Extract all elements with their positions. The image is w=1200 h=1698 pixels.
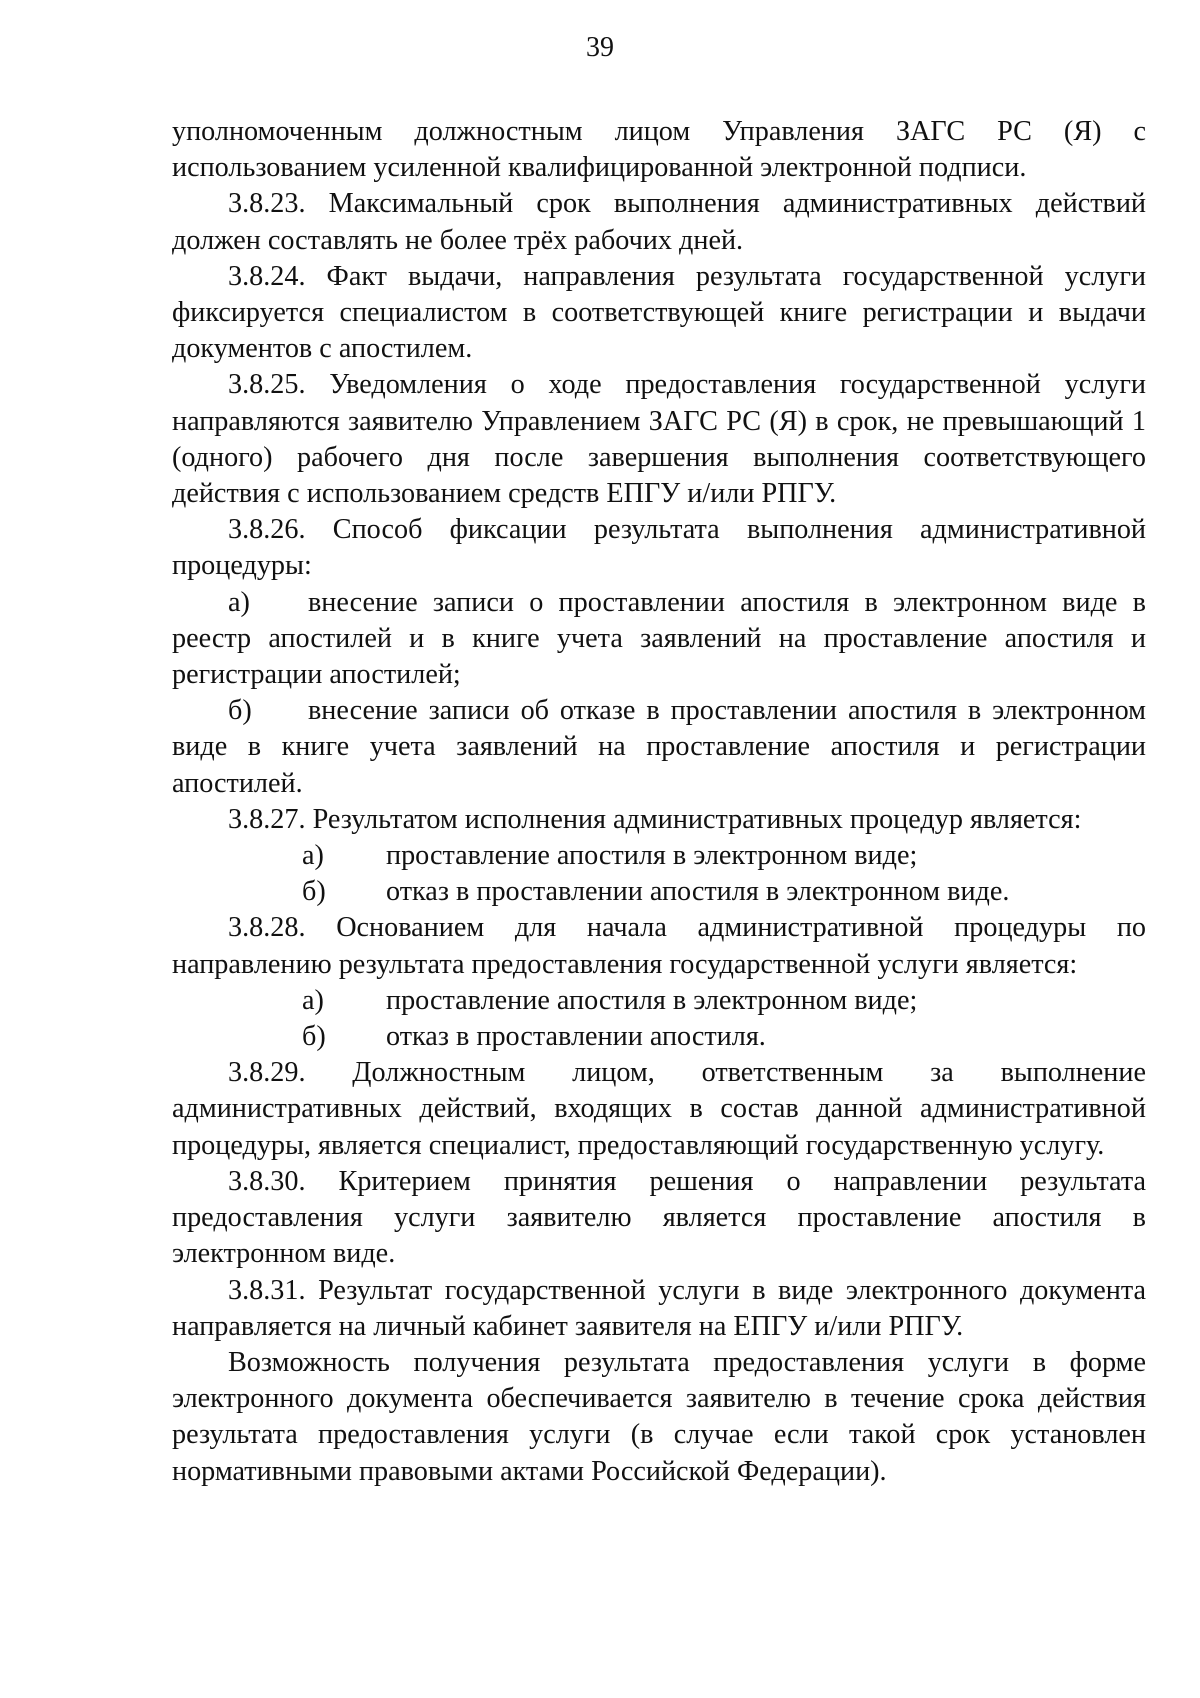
- clause-number: 3.8.25.: [228, 369, 306, 401]
- clause-text: Факт выдачи, направления результата государственной услуги фиксируется специалистом в соответствующей книге регистрации и выдачи документов с апостилем.: [172, 260, 1147, 365]
- sub-item-a: [172, 838, 1146, 874]
- clause-number: 3.8.28.: [228, 912, 306, 944]
- list-item-a: [172, 585, 1146, 694]
- clause-3-8-26: [172, 512, 1146, 584]
- paragraph-text: уполномоченным должностным лицом Управления ЗАГС РС (Я) с использованием усиленной квалифицированной электронной подписи.: [172, 116, 1146, 184]
- clause-text: Результат государственной услуги в виде электронного документа направляется на личный кабинет заявителя на ЕПГУ и/или РПГУ.: [172, 1274, 1147, 1342]
- clause-text: Должностным лицом, ответственным за выполнение административных действий, входящих в состав данной административной процедуры, является специалист, предоставляющий государственную услугу.: [172, 1057, 1146, 1161]
- clause-3-8-28: [172, 910, 1146, 982]
- clause-3-8-27: [172, 802, 1146, 838]
- list-marker: а): [302, 840, 324, 872]
- clause-number: 3.8.27.: [228, 803, 306, 835]
- clause-3-8-25: [172, 367, 1146, 512]
- clause-number: 3.8.29.: [228, 1057, 306, 1089]
- paragraph-continuation: [172, 114, 1146, 186]
- list-marker: а): [302, 984, 324, 1016]
- clause-text: Критерием принятия решения о направлении результата предоставления услуги заявителю является проставление апостиля в электронном виде.: [172, 1165, 1147, 1270]
- clause-3-8-29: [172, 1055, 1146, 1164]
- clause-number: 3.8.24.: [228, 260, 306, 292]
- sub-item-b: [172, 874, 1146, 910]
- sub-item-a: [172, 983, 1146, 1019]
- document-body: [172, 114, 1146, 1490]
- clause-text: Результатом исполнения административных процедур является:: [312, 803, 1082, 835]
- closing-paragraph: [172, 1345, 1146, 1490]
- list-marker: а): [228, 586, 250, 618]
- list-item-text: проставление апостиля в электронном виде;: [386, 984, 918, 1016]
- clause-number: 3.8.30.: [228, 1165, 306, 1197]
- list-item-text: проставление апостиля в электронном виде;: [386, 840, 918, 872]
- clause-text: Уведомления о ходе предоставления государственной услуги направляются заявителю Управлением ЗАГС РС (Я) в срок, не превышающий 1 (одного) рабочего дня после завершения выполнения соответствующего действия с использованием средств ЕПГУ и/или РПГУ.: [172, 369, 1147, 510]
- clause-3-8-23: [172, 186, 1146, 258]
- clause-3-8-30: [172, 1164, 1146, 1273]
- list-marker: б): [228, 695, 252, 727]
- list-item-b: [172, 693, 1146, 802]
- list-item-text: отказ в проставлении апостиля.: [386, 1021, 766, 1053]
- list-item-text: отказ в проставлении апостиля в электронном виде.: [386, 876, 1010, 908]
- clause-3-8-24: [172, 259, 1146, 368]
- list-marker: б): [302, 876, 326, 908]
- paragraph-text: Возможность получения результата предоставления услуги в форме электронного документа обеспечивается заявителю в течение срока действия результата предоставления услуги (в случае если такой срок установлен нормативными правовыми актами Российской Федерации).: [172, 1346, 1146, 1487]
- page-number: 39: [586, 32, 614, 63]
- clause-text: Способ фиксации результата выполнения административной процедуры:: [172, 514, 1147, 582]
- list-marker: б): [302, 1021, 326, 1053]
- clause-3-8-31: [172, 1273, 1146, 1345]
- sub-item-b: [172, 1019, 1146, 1055]
- clause-text: Максимальный срок выполнения административных действий должен составлять не более трёх рабочих дней.: [172, 188, 1147, 256]
- list-item-text: внесение записи о проставлении апостиля в электронном виде в реестр апостилей и в книге учета заявлений на проставление апостиля и регистрации апостилей;: [172, 586, 1146, 691]
- clause-number: 3.8.23.: [228, 188, 306, 220]
- clause-text: Основанием для начала административной процедуры по направлению результата предоставления государственной услуги является:: [172, 912, 1146, 980]
- clause-number: 3.8.26.: [228, 514, 306, 546]
- clause-number: 3.8.31.: [228, 1274, 306, 1306]
- list-item-text: внесение записи об отказе в проставлении апостиля в электронном виде в книге учета заявлений на проставление апостиля и регистрации апостилей.: [172, 695, 1146, 799]
